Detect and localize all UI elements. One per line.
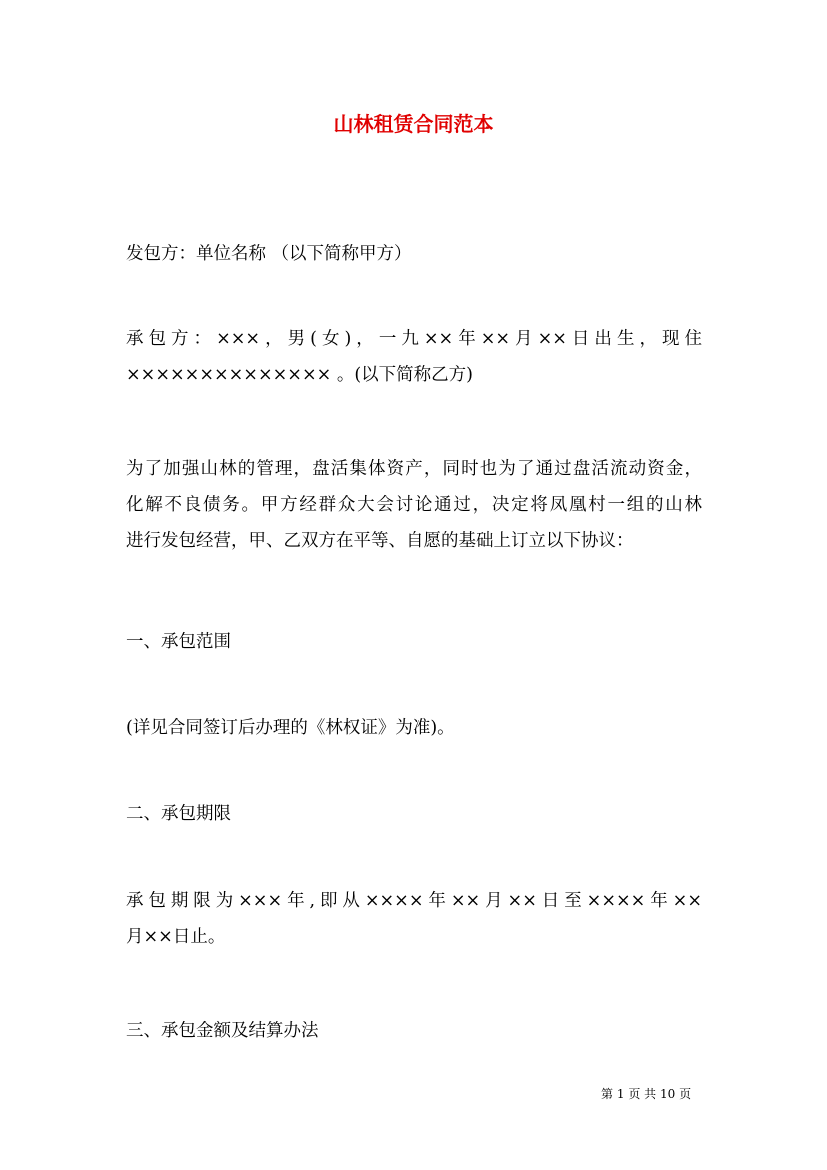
section-1-heading — [126, 624, 702, 660]
section-2-heading-text: 二、承包期限 — [126, 804, 231, 824]
section-2-heading — [126, 796, 702, 832]
section-1-heading-text: 一、承包范围 — [126, 632, 231, 652]
section-1-paragraph — [126, 710, 702, 746]
intro-line-3: 进行发包经营，甲、乙双方在平等、自愿的基础上订立以下协议： — [126, 531, 634, 551]
section-2-line-2: 月××日止。 — [126, 927, 226, 947]
intro-line-1: 为了加强山林的管理，盘活集体资产，同时也为了通过盘活流动资金， — [126, 459, 702, 479]
section-2-line-1: 承包期限为×××年,即从××××年××月××日至××××年×× — [126, 891, 702, 911]
party-b-paragraph — [126, 321, 702, 393]
party-b-line-2: ×××××××××××××× 。(以下简称乙方) — [126, 365, 474, 385]
footer-suffix: 页 — [679, 1087, 692, 1101]
party-a-text: 发包方：单位名称 （以下简称甲方） — [126, 244, 412, 264]
footer-prefix: 第 — [601, 1087, 614, 1101]
party-a-paragraph — [126, 236, 702, 272]
party-b-line-1: 承包方：×××，男(女)，一九××年××月××日出生，现住 — [126, 329, 702, 349]
intro-paragraph — [126, 451, 702, 559]
section-1-text: (详见合同签订后办理的《林权证》为准)。 — [126, 718, 455, 738]
intro-line-2: 化解不良债务。甲方经群众大会讨论通过，决定将凤凰村一组的山林 — [126, 495, 702, 515]
document-title: 山林租赁合同范本 — [333, 112, 494, 136]
page-footer — [601, 1085, 691, 1103]
footer-total-pages: 10 — [659, 1087, 676, 1101]
footer-middle: 页 共 — [628, 1087, 657, 1101]
footer-current-page: 1 — [616, 1087, 625, 1101]
section-3-heading — [126, 1013, 702, 1049]
section-2-paragraph — [126, 883, 702, 955]
section-3-heading-text: 三、承包金额及结算办法 — [126, 1021, 319, 1041]
